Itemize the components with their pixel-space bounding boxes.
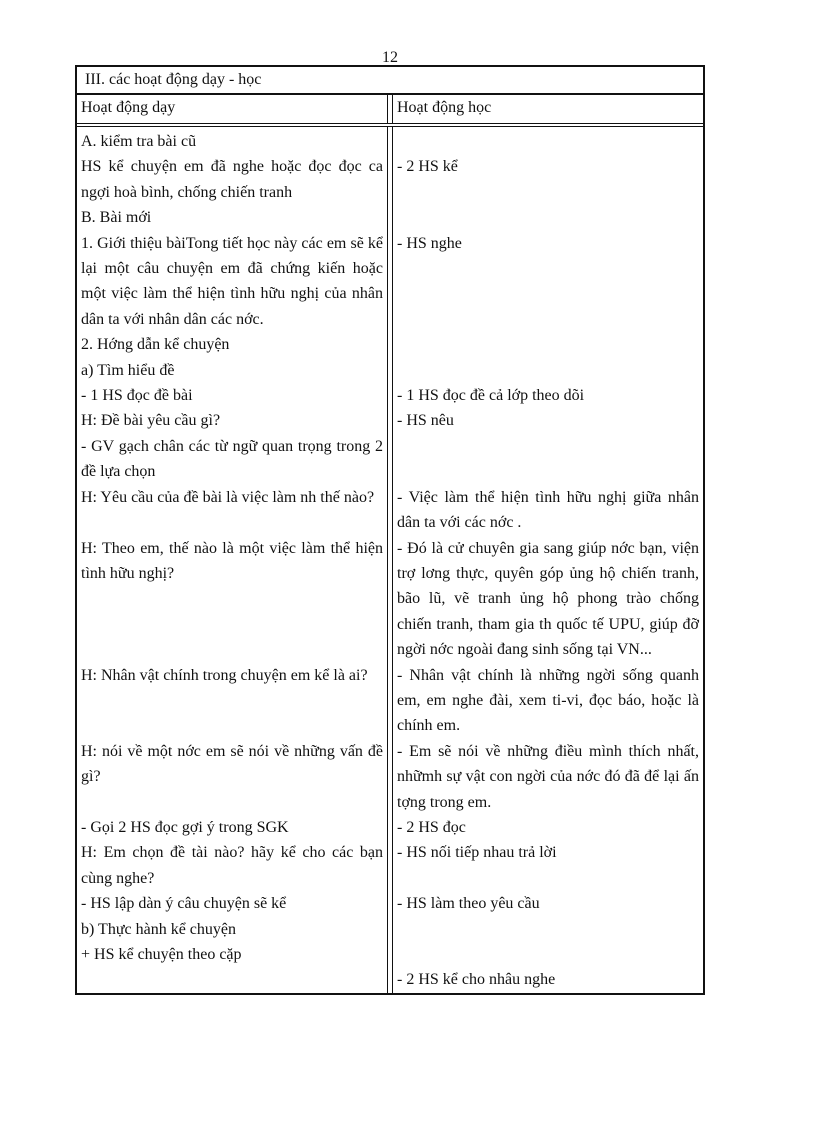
- student-activity-cell: [393, 815, 703, 840]
- student-activity-cell: [393, 891, 703, 942]
- cell-line: - Việc làm thể hiện tình hữu nghị giữa nhân dân ta với các nớc .: [397, 488, 699, 532]
- teacher-activity-cell: [77, 127, 387, 231]
- table-body: [77, 127, 703, 993]
- table-row: [77, 383, 703, 485]
- cell-line: 2. Hớng dẫn kể chuyện: [81, 336, 230, 354]
- student-activity-cell: [393, 231, 703, 383]
- table-row: [77, 485, 703, 536]
- table-header-row: [77, 95, 703, 127]
- table-row: [77, 663, 703, 739]
- cell-line: - HS nghe: [397, 234, 462, 252]
- student-activity-cell: [393, 840, 703, 891]
- header-student-activity: Hoạt động học: [397, 99, 492, 116]
- cell-line: H: Em chọn đề tài nào? hãy kể cho các bạn cùng nghe?: [81, 844, 383, 887]
- teacher-activity-cell: [77, 383, 387, 485]
- table-row: [77, 739, 703, 815]
- teacher-activity-cell: [77, 942, 387, 993]
- section-title: III. các hoạt động dạy - học: [77, 67, 703, 95]
- cell-line: - Đó là cử chuyên gia sang giúp nớc bạn, viện trợ lơng thực, quyên góp ủng hộ chiến tranh, bão lũ, vẽ tranh ủng hộ phong trào chống chiến tranh, tham gia th quốc tế UPU, giúp đỡ ngời nớc ngoài đang sinh sống tại VN...: [397, 539, 699, 659]
- cell-line: HS kể chuyện em đã nghe hoặc đọc đọc ca ngợi hoà bình, chống chiến tranh: [81, 158, 383, 201]
- teacher-activity-cell: [77, 536, 387, 663]
- cell-line: [397, 129, 699, 154]
- student-activity-cell: [393, 663, 703, 739]
- teacher-activity-cell: [77, 815, 387, 840]
- student-activity-cell: [393, 127, 703, 231]
- table-row: [77, 840, 703, 891]
- student-activity-cell: [393, 942, 703, 993]
- student-activity-cell: [393, 383, 703, 485]
- teacher-activity-cell: [77, 840, 387, 891]
- cell-line: H: Yêu cầu của đề bài là việc làm nh thế nào?: [81, 488, 375, 506]
- page-number: 12: [382, 49, 398, 66]
- cell-line: - GV gạch chân các từ ngữ quan trọng trong 2 đề lựa chọn: [81, 437, 383, 481]
- cell-line: H: Theo em, thế nào là một việc làm thể hiện tình hữu nghị?: [81, 539, 383, 582]
- teacher-activity-cell: [77, 485, 387, 536]
- teacher-activity-cell: [77, 231, 387, 383]
- teacher-activity-cell: [77, 891, 387, 942]
- cell-line: a) Tìm hiểu đề: [81, 361, 175, 379]
- table-row: [77, 815, 703, 840]
- cell-line: - HS nêu: [397, 412, 454, 430]
- table-row: [77, 942, 703, 993]
- table-row: [77, 536, 703, 663]
- cell-line: b) Thực hành kể chuyện: [81, 920, 236, 938]
- cell-line: - 2 HS kể: [397, 158, 458, 176]
- cell-line: - 2 HS đọc: [397, 818, 466, 836]
- student-activity-cell: [393, 739, 703, 815]
- table-row: [77, 891, 703, 942]
- cell-line: - 1 HS đọc đề bài: [81, 387, 193, 405]
- cell-line: - Em sẽ nói về những điều mình thích nhất, nhữmh sự vật con ngời của nớc đó đã để lại ấn tợng trong em.: [397, 742, 699, 811]
- teacher-activity-cell: [77, 739, 387, 815]
- cell-line: + HS kể chuyện theo cặp: [81, 946, 242, 963]
- lesson-activities-table: [75, 65, 705, 995]
- table-row: [77, 127, 703, 231]
- cell-line: - 2 HS kể cho nhâu nghe: [397, 971, 556, 989]
- cell-line: - Gọi 2 HS đọc gợi ý trong SGK: [81, 818, 289, 836]
- cell-line: B. Bài mới: [81, 209, 152, 227]
- cell-line: - HS nối tiếp nhau trả lời: [397, 844, 557, 862]
- teacher-activity-cell: [77, 663, 387, 739]
- cell-line: [397, 942, 699, 967]
- student-activity-cell: [393, 485, 703, 536]
- table-row: [77, 231, 703, 383]
- student-activity-cell: [393, 536, 703, 663]
- cell-line: - HS làm theo yêu cầu: [397, 895, 540, 913]
- header-teacher-activity: Hoạt động dạy: [81, 99, 176, 116]
- cell-line: H: Nhân vật chính trong chuyện em kể là ai?: [81, 666, 368, 684]
- cell-line: H: nói về một nớc em sẽ nói về những vấn đề gì?: [81, 742, 383, 786]
- cell-line: - Nhân vật chính là những ngời sống quanh em, em nghe đài, xem ti-vi, đọc báo, hoặc là chính em.: [397, 666, 699, 735]
- cell-line: H: Đề bài yêu cầu gì?: [81, 412, 221, 430]
- cell-line: 1. Giới thiệu bàiTong tiết học này các em sẽ kể lại một câu chuyện em đã chứng kiến hoặc một việc làm thể hiện tình hữu nghị của nhân dân ta với nhân dân các nớc.: [81, 234, 383, 328]
- cell-line: - HS lập dàn ý câu chuyện sẽ kể: [81, 895, 287, 913]
- cell-line: A. kiểm tra bài cũ: [81, 133, 197, 150]
- cell-line: - 1 HS đọc đề cả lớp theo dõi: [397, 387, 585, 405]
